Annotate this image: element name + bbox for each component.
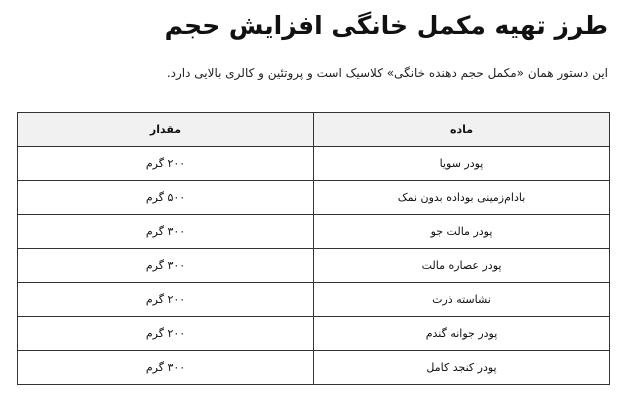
table-row — [18, 317, 610, 351]
table-row — [18, 147, 610, 181]
cell-material: پودر عصاره مالت — [314, 249, 610, 283]
cell-material: پودر سویا — [314, 147, 610, 181]
header-material: ماده — [314, 113, 610, 147]
cell-amount: ۵۰۰ گرم — [18, 181, 314, 215]
cell-material: بادام‌زمینی بوداده بدون نمک — [314, 181, 610, 215]
ingredients-table — [17, 112, 610, 385]
cell-amount: ۳۰۰ گرم — [18, 249, 314, 283]
cell-material: نشاسته ذرت — [314, 283, 610, 317]
cell-material: پودر جوانه گندم — [314, 317, 610, 351]
cell-amount: ۳۰۰ گرم — [18, 351, 314, 385]
table-row — [18, 215, 610, 249]
header-amount: مقدار — [18, 113, 314, 147]
table-row — [18, 351, 610, 385]
table-row — [18, 181, 610, 215]
cell-amount: ۳۰۰ گرم — [18, 215, 314, 249]
article-intro: این دستور همان «مکمل حجم دهنده خانگی» کلاسیک است و پروتئین و کالری بالایی دارد. — [166, 66, 608, 80]
table-row — [18, 283, 610, 317]
cell-amount: ۲۰۰ گرم — [18, 283, 314, 317]
cell-material: پودر مالت جو — [314, 215, 610, 249]
cell-amount: ۲۰۰ گرم — [18, 147, 314, 181]
article-title: طرز تهیه مکمل خانگی افزایش حجم — [164, 11, 608, 40]
table-row — [18, 249, 610, 283]
cell-amount: ۲۰۰ گرم — [18, 317, 314, 351]
table-header-row — [18, 113, 610, 147]
cell-material: پودر کنجد کامل — [314, 351, 610, 385]
